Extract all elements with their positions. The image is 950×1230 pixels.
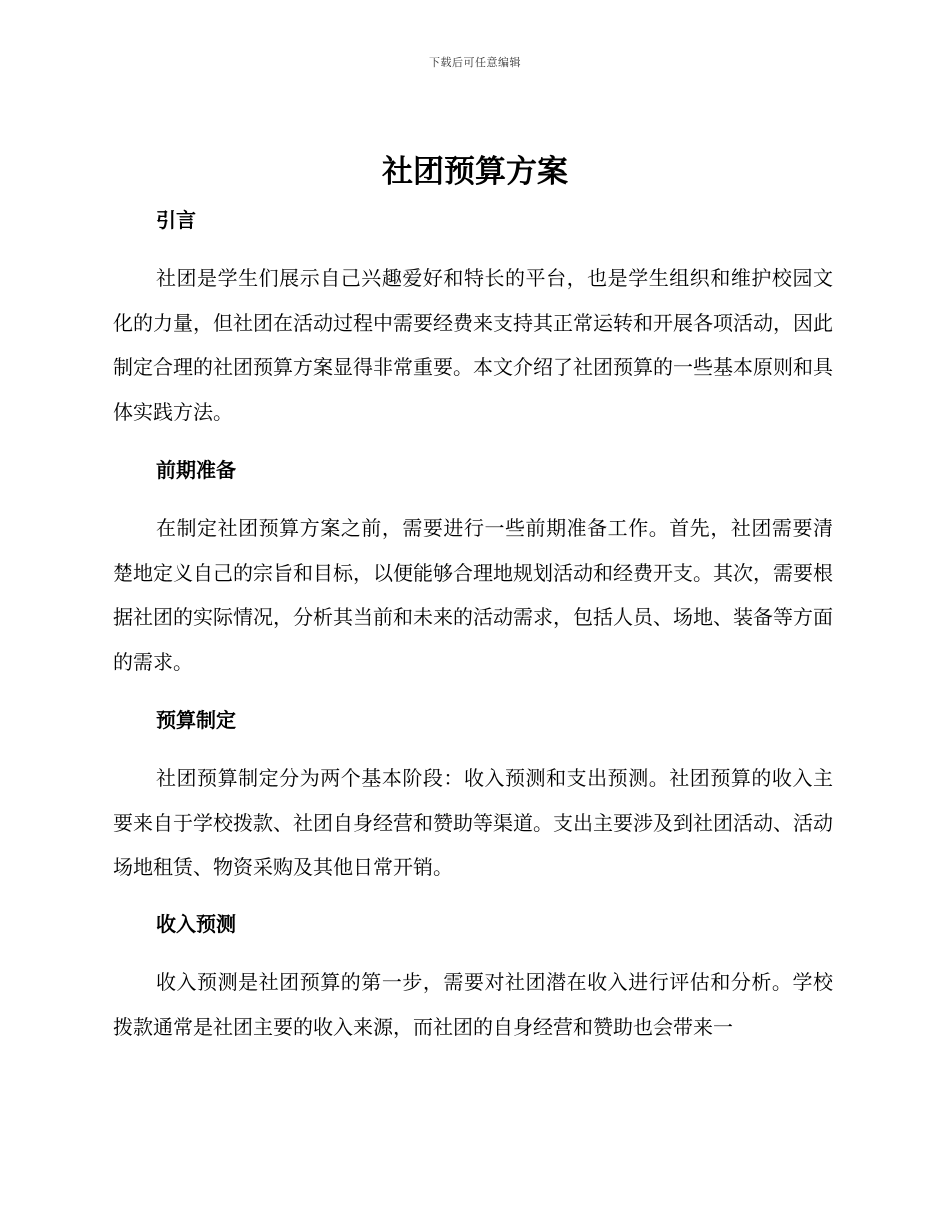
section-paragraph-preparation: 在制定社团预算方案之前，需要进行一些前期准备工作。首先，社团需要清楚地定义自己的宗旨和目标，以便能够合理地规划活动和经费开支。其次，需要根据社团的实际情况，分析其当前和未来的活动需求，包括人员、场地、装备等方面的需求。 <box>113 516 833 674</box>
section-paragraph-income-forecast: 收入预测是社团预算的第一步，需要对社团潜在收入进行评估和分析。学校拨款通常是社团主要的收入来源，而社团的自身经营和赞助也会带来一 <box>113 970 833 1039</box>
section-paragraph-budget-making: 社团预算制定分为两个基本阶段：收入预测和支出预测。社团预算的收入主要来自于学校拨款、社团自身经营和赞助等渠道。支出主要涉及到社团活动、活动场地租赁、物资采购及其他日常开销。 <box>113 766 833 879</box>
section-heading-budget-making: 预算制定 <box>156 708 236 732</box>
section-heading-preparation: 前期准备 <box>156 458 236 482</box>
document-title: 社团预算方案 <box>382 154 568 190</box>
section-paragraph-intro: 社团是学生们展示自己兴趣爱好和特长的平台，也是学生组织和维护校园文化的力量，但社团在活动过程中需要经费来支持其正常运转和开展各项活动，因此制定合理的社团预算方案显得非常重要。本文介绍了社团预算的一些基本原则和具体实践方法。 <box>113 266 833 424</box>
header-note: 下载后可任意编辑 <box>429 56 521 69</box>
section-heading-intro: 引言 <box>156 208 196 232</box>
section-heading-income-forecast: 收入预测 <box>156 912 236 936</box>
